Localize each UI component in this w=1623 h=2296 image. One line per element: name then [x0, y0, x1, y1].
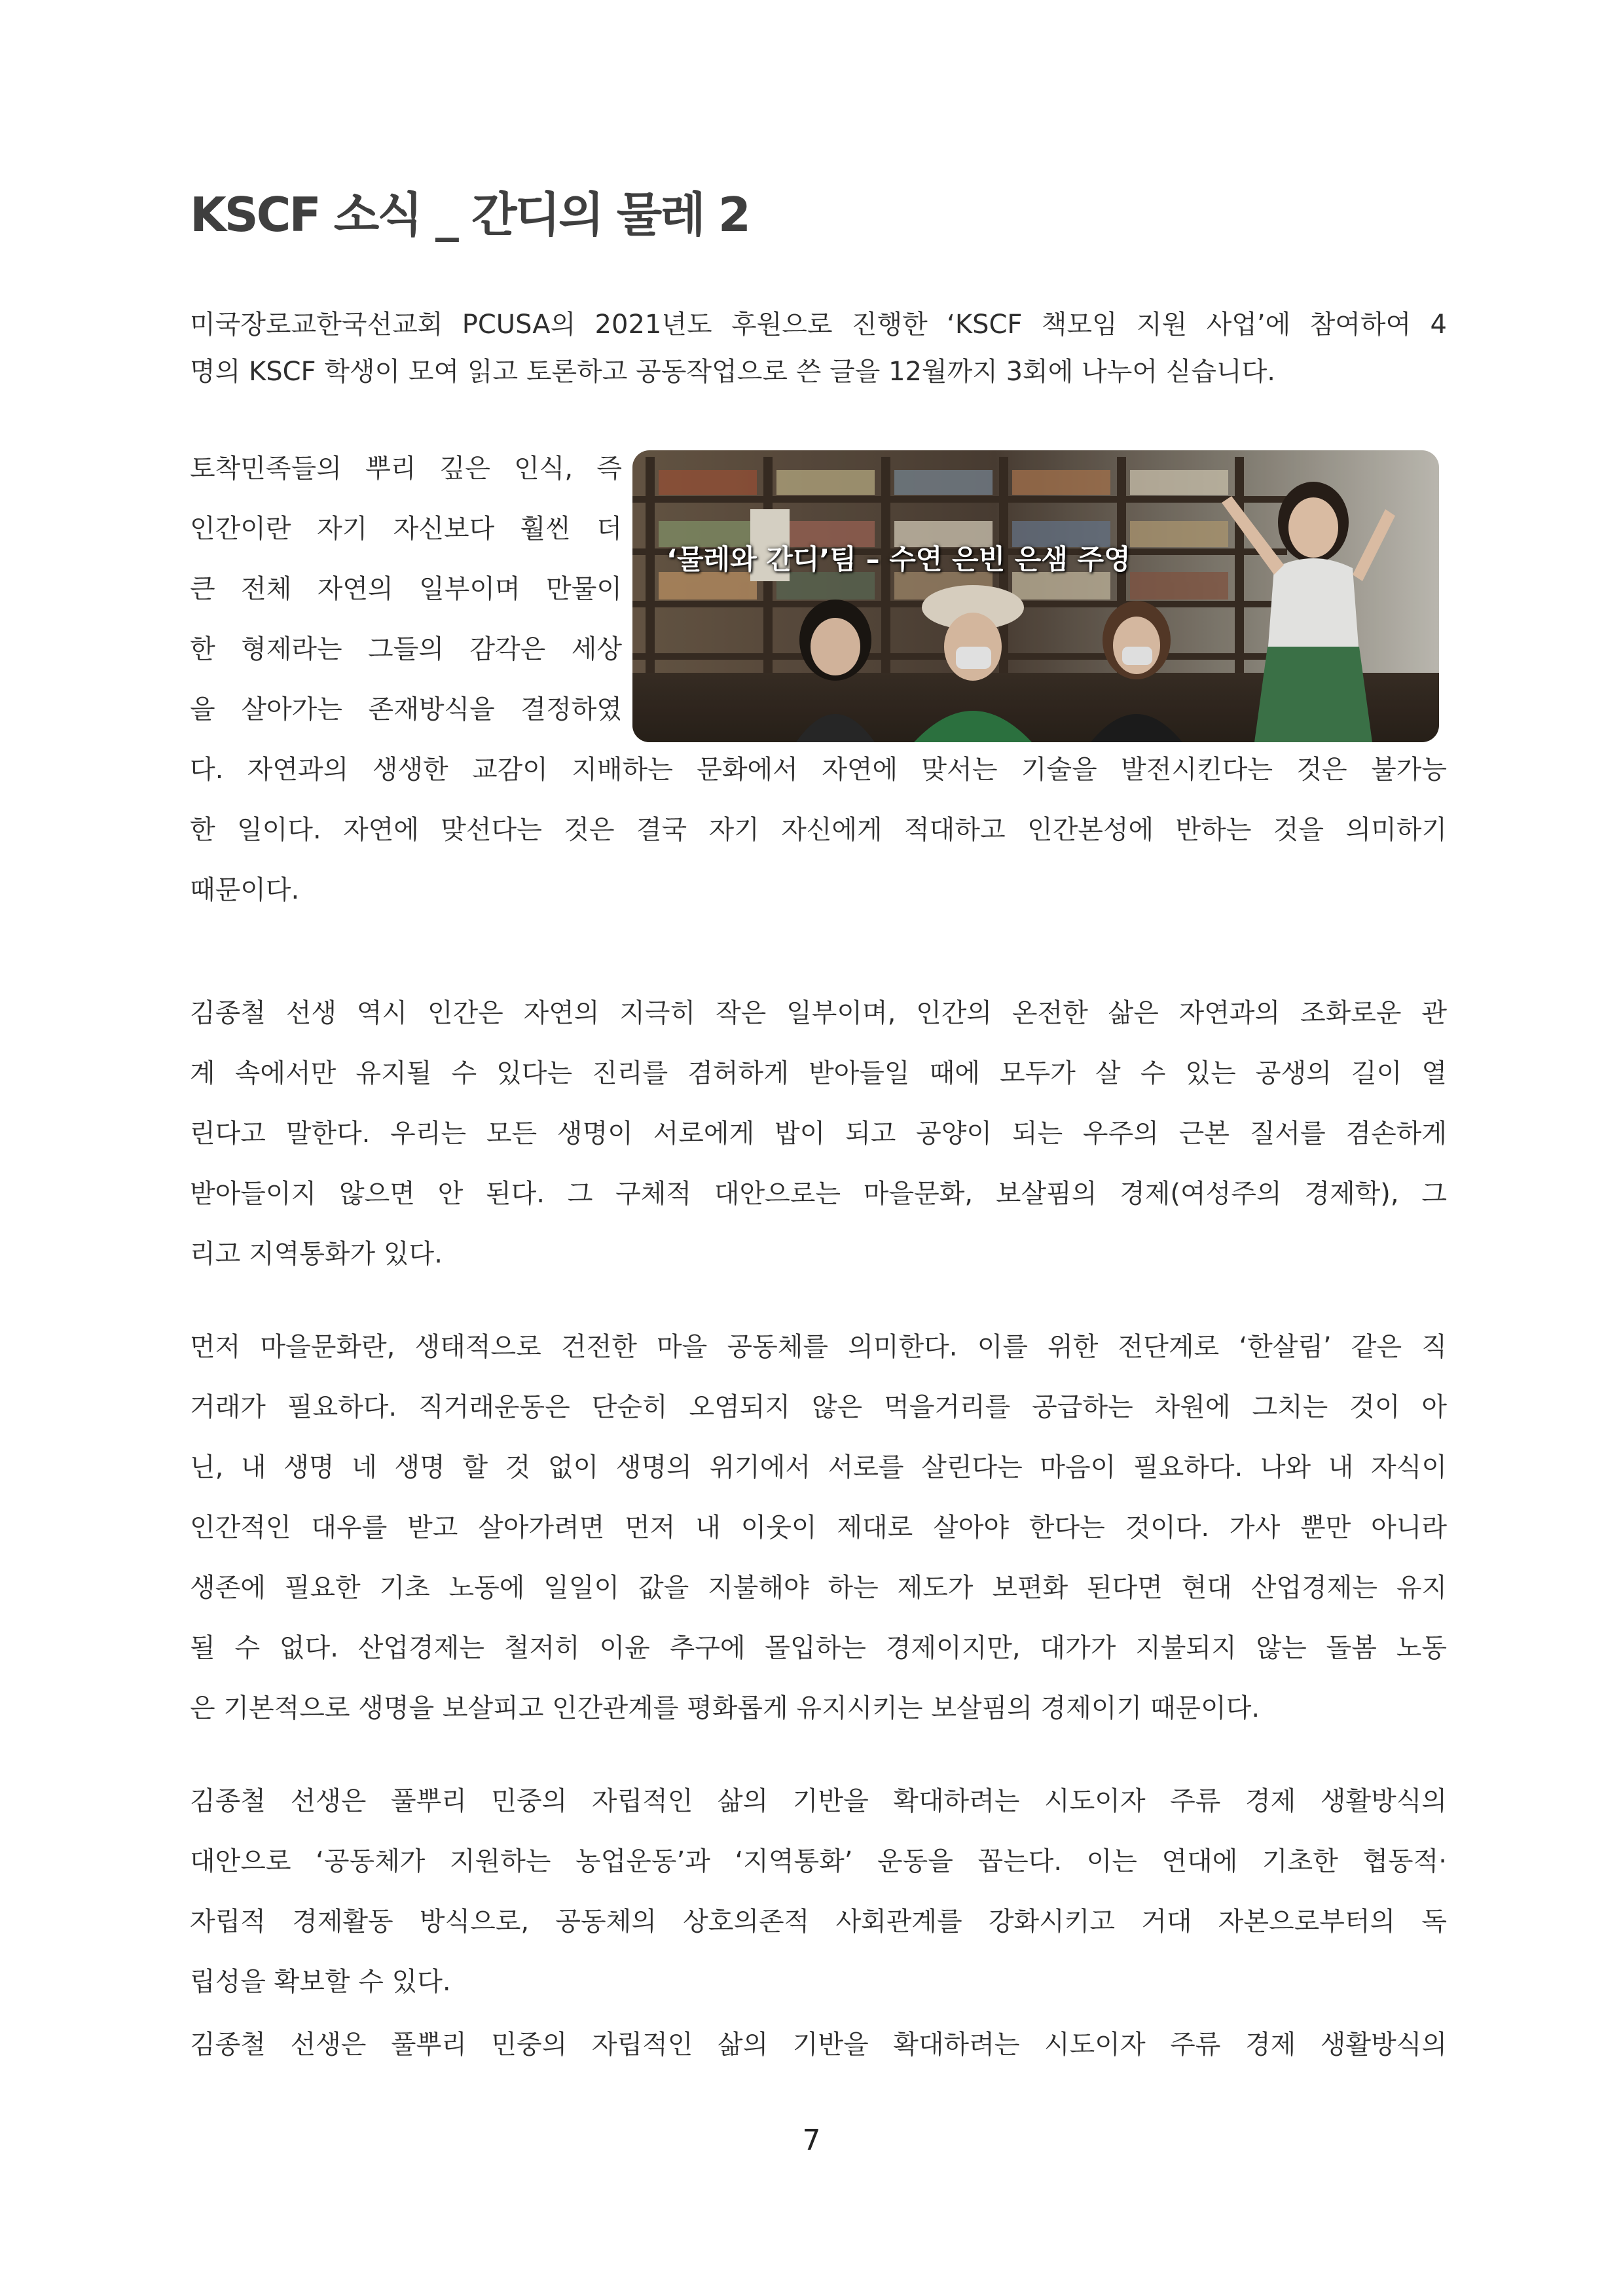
page-title: KSCF 소식 _ 간디의 물레 2 [190, 187, 749, 242]
paragraph-1-continued [190, 740, 1447, 920]
intro-line: 명의 KSCF 학생이 모여 읽고 토론하고 공동작업으로 쓴 글을 12월까지 3회에 나누어 싣습니다. [190, 357, 1275, 387]
text-line: 한 형제라는 그들의 감각은 세상 [190, 634, 622, 664]
text-line: 될 수 없다. 산업경제는 철저히 이윤 추구에 몰입하는 경제이지만, 대가가 지불되지 않는 돌봄 노동 [190, 1633, 1447, 1663]
paragraph-4 [190, 1771, 1447, 2012]
text-line: 인간적인 대우를 받고 살아가려면 먼저 내 이웃이 제대로 살아야 한다는 것이다. 가사 뿐만 아니라 [190, 1513, 1447, 1543]
text-line: 생존에 필요한 기초 노동에 일일이 값을 지불해야 하는 제도가 보편화 된다면 현대 산업경제는 유지 [190, 1573, 1447, 1603]
text-line: 김종철 선생은 풀뿌리 민중의 자립적인 삶의 기반을 확대하려는 시도이자 주류 경제 생활방식의 [190, 2030, 1447, 2060]
text-line: 거래가 필요하다. 직거래운동은 단순히 오염되지 않은 먹을거리를 공급하는 차원에 그치는 것이 아 [190, 1392, 1447, 1422]
text-line: 자립적 경제활동 방식으로, 공동체의 상호의존적 사회관계를 강화시키고 거대 자본으로부터의 독 [190, 1907, 1447, 1937]
text-line: 김종철 선생 역시 인간은 자연의 지극히 작은 일부이며, 인간의 온전한 삶은 자연과의 조화로운 관 [190, 998, 1447, 1028]
text-line: 계 속에서만 유지될 수 있다는 진리를 겸허하게 받아들일 때에 모두가 살 수 있는 공생의 길이 열 [190, 1058, 1447, 1088]
text-line: 한 일이다. 자연에 맞선다는 것은 결국 자기 자신에게 적대하고 인간본성에 반하는 것을 의미하기 [190, 815, 1447, 845]
intro-line: 미국장로교한국선교회 PCUSA의 2021년도 후원으로 진행한 ‘KSCF 책모임 지원 사업’에 참여하여 4 [190, 310, 1447, 340]
paragraph-1-wrapped [190, 439, 622, 740]
text-line: 다. 자연과의 생생한 교감이 지배하는 문화에서 자연에 맞서는 기술을 발전시킨다는 것은 불가능 [190, 755, 1447, 785]
paragraph-5 [190, 2015, 1447, 2075]
photo-caption: ‘물레와 간디’팀 – 수연 은빈 은샘 주영 [666, 543, 1131, 575]
text-line: 은 기본적으로 생명을 보살피고 인간관계를 평화롭게 유지시키는 보살핌의 경제이기 때문이다. [190, 1693, 1260, 1723]
text-line: 때문이다. [190, 875, 300, 905]
text-line: 김종철 선생은 풀뿌리 민중의 자립적인 삶의 기반을 확대하려는 시도이자 주류 경제 생활방식의 [190, 1786, 1447, 1816]
text-line: 닌, 내 생명 네 생명 할 것 없이 생명의 위기에서 서로를 살린다는 마음이 필요하다. 나와 내 자식이 [190, 1452, 1447, 1482]
text-line: 인간이란 자기 자신보다 훨씬 더 [190, 514, 622, 544]
paragraph-2 [190, 983, 1447, 1284]
text-line: 토착민족들의 뿌리 깊은 인식, 즉 [190, 454, 622, 484]
intro-paragraph [190, 301, 1447, 395]
text-line: 대안으로 ‘공동체가 지원하는 농업운동’과 ‘지역통화’ 운동을 꼽는다. 이는 연대에 기초한 협동적· [190, 1846, 1447, 1876]
paragraph-3 [190, 1317, 1447, 1738]
team-photo [632, 450, 1439, 742]
text-line: 린다고 말한다. 우리는 모든 생명이 서로에게 밥이 되고 공양이 되는 우주의 근본 질서를 겸손하게 [190, 1119, 1447, 1149]
page-number: 7 [802, 2124, 821, 2157]
text-line: 립성을 확보할 수 있다. [190, 1967, 451, 1997]
text-line: 먼저 마을문화란, 생태적으로 건전한 마을 공동체를 의미한다. 이를 위한 전단계로 ‘한살림’ 같은 직 [190, 1332, 1447, 1362]
text-line: 큰 전체 자연의 일부이며 만물이 [190, 574, 622, 604]
text-line: 리고 지역통화가 있다. [190, 1239, 443, 1269]
text-line: 받아들이지 않으면 안 된다. 그 구체적 대안으로는 마을문화, 보살핌의 경제(여성주의 경제학), 그 [190, 1179, 1447, 1209]
text-line: 을 살아가는 존재방식을 결정하였 [190, 694, 622, 725]
